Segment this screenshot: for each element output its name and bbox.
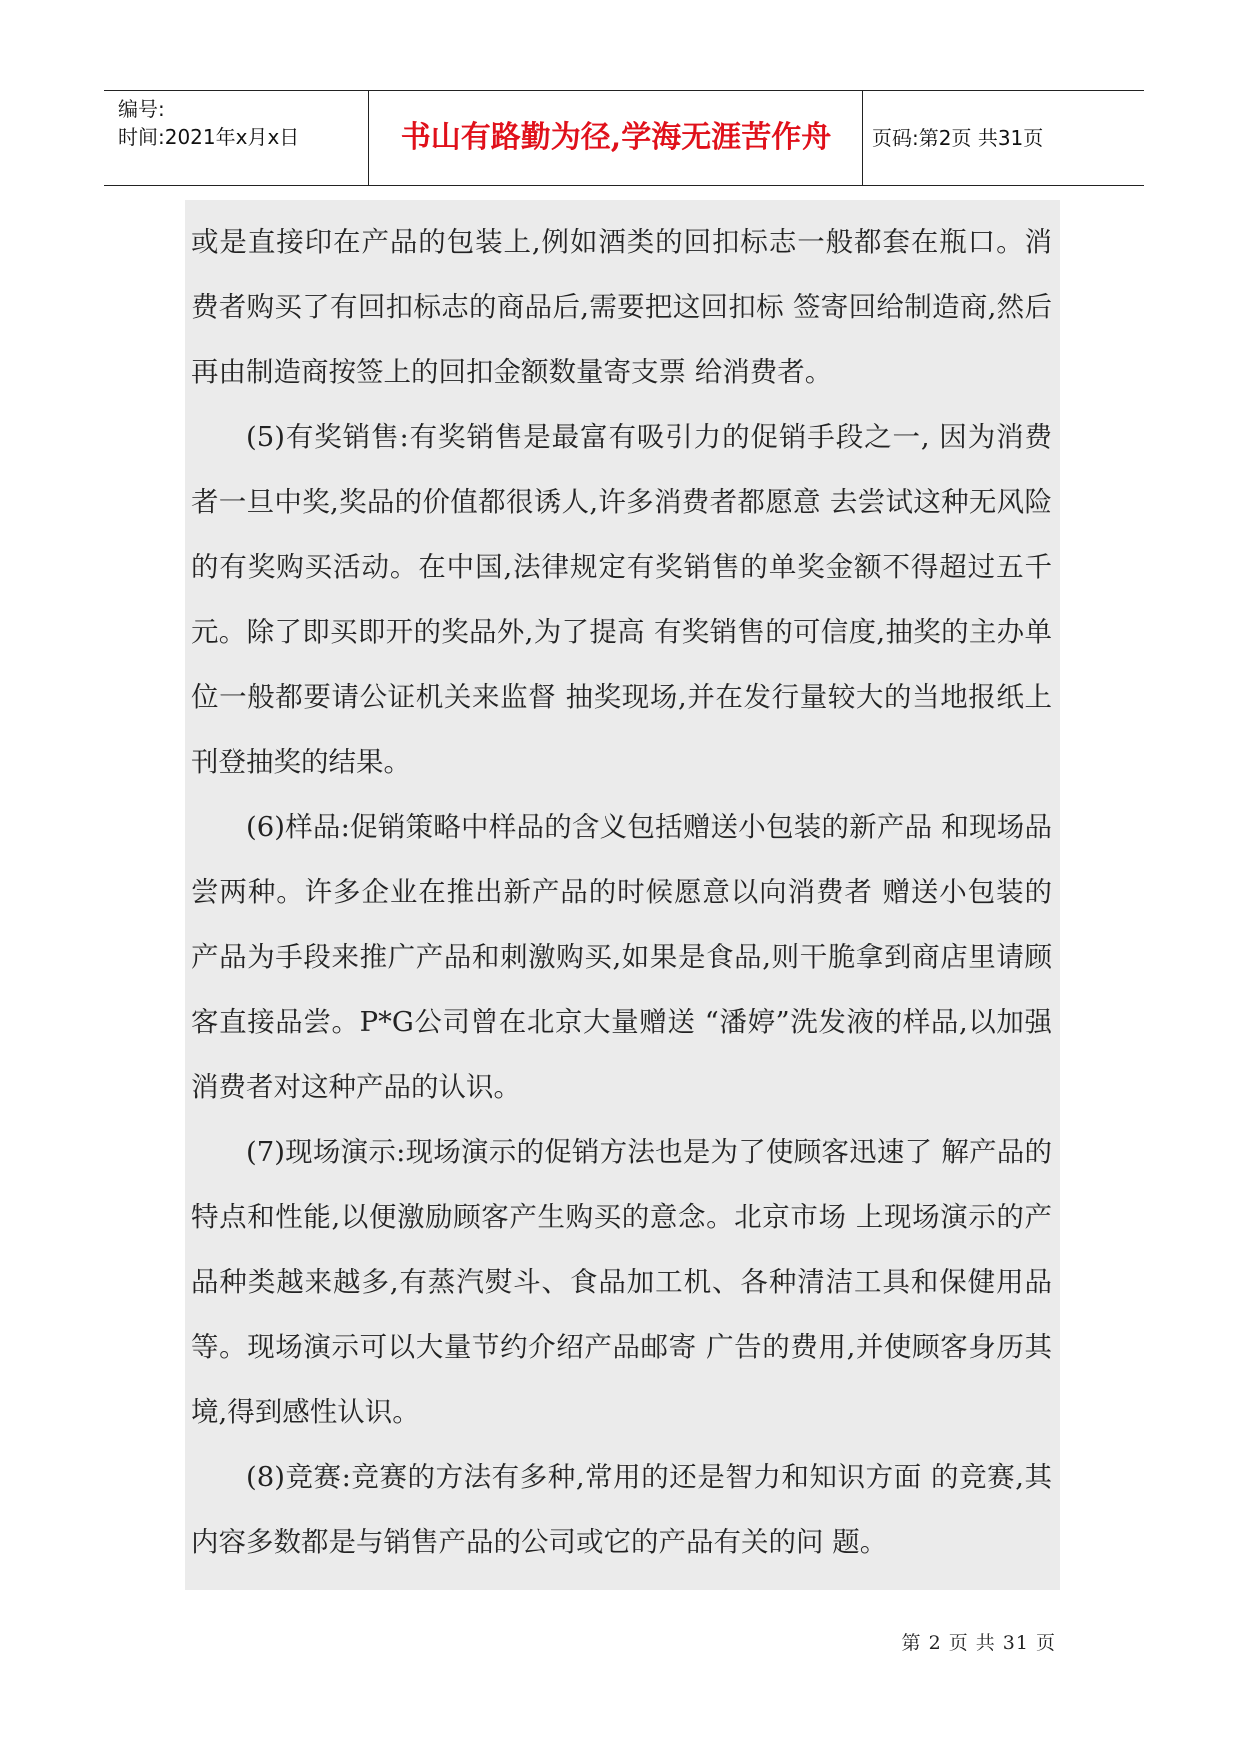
body-paragraph: (6)样品:促销策略中样品的含义包括赠送小包装的新产品 和现场品尝两种。许多企业在推出新产品的时候愿意以向消费者 赠送小包装的产品为手段来推广产品和刺激购买,如果是食品,则干脆拿到商店里请顾客直接品尝。P*G公司曾在北京大量赠送 “潘婷”洗发液的样品,以加强消费者对这种产品的认识。 <box>191 811 1052 1103</box>
document-number-label: 编号: <box>118 97 165 121</box>
body-paragraph: (7)现场演示:现场演示的促销方法也是为了使顾客迅速了 解产品的特点和性能,以便激励顾客产生购买的意念。北京市场 上现场演示的产品种类越来越多,有蒸汽熨斗、食品加工机、各种清洁工具和保健用品等。现场演示可以大量节约介绍产品邮寄 广告的费用,并使顾客身历其境,得到感性认识。 <box>191 1136 1052 1428</box>
document-body <box>185 200 1060 1590</box>
header-divider <box>368 91 369 185</box>
page-header <box>104 90 1144 186</box>
document-time-label: 时间:2021年x月x日 <box>118 125 300 149</box>
body-paragraph: (8)竞赛:竞赛的方法有多种,常用的还是智力和知识方面 的竞赛,其内容多数都是与销售产品的公司或它的产品有关的问 题。 <box>191 1461 1052 1558</box>
header-divider <box>862 91 863 185</box>
body-paragraph: 或是直接印在产品的包装上,例如酒类的回扣标志一般都套在瓶口。消费者购买了有回扣标志的商品后,需要把这回扣标 签寄回给制造商,然后再由制造商按签上的回扣金额数量寄支票 给消费者。 <box>191 226 1052 388</box>
header-motto: 书山有路勤为径,学海无涯苦作舟 <box>400 120 832 155</box>
page-footer: 第 2 页 共 31 页 <box>901 1632 1056 1654</box>
header-meta <box>118 95 368 151</box>
header-page-code: 页码:第2页 共31页 <box>872 126 1044 150</box>
body-paragraph: (5)有奖销售:有奖销售是最富有吸引力的促销手段之一, 因为消费者一旦中奖,奖品的价值都很诱人,许多消费者都愿意 去尝试这种无风险的有奖购买活动。在中国,法律规定有奖销售的单奖金额不得超过五千元。除了即买即开的奖品外,为了提高 有奖销售的可信度,抽奖的主办单位一般都要请公证机关来监督 抽奖现场,并在发行量较大的当地报纸上刊登抽奖的结果。 <box>191 421 1052 778</box>
